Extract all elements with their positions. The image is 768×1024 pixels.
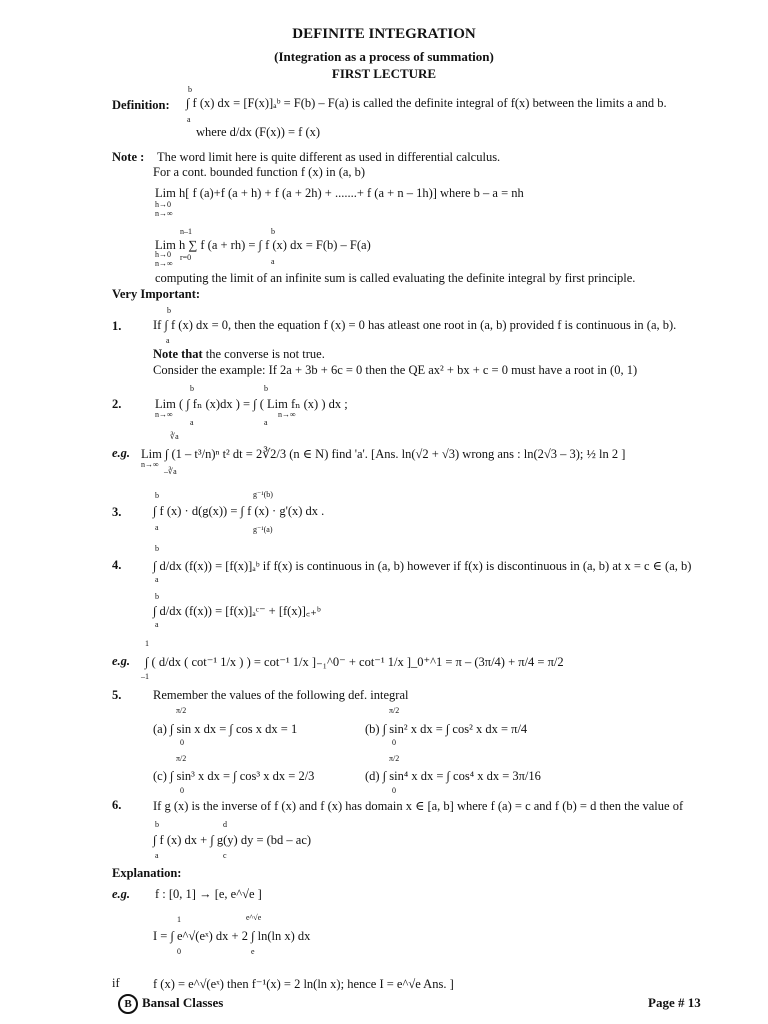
item2-number: 2. (112, 397, 122, 411)
lecture-label: FIRST LECTURE (331, 66, 437, 81)
explanation-up1: 1 (177, 915, 181, 924)
item1-consider: Consider the example: If 2a + 3b + 6c = 0 then the QE ax² + bx + c = 0 must have a root in (0, 1) (153, 363, 638, 377)
item1-number: 1. (112, 319, 122, 333)
definition-upper: b (188, 85, 192, 94)
very-important-heading: Very Important: (112, 287, 201, 301)
note-lim1: Lim h[ f (a)+f (a + h) + f (a + 2h) + .......+ f (a + n – 1h)] where b – a = nh (155, 186, 524, 200)
item5-b-up: π/2 (389, 706, 400, 715)
page-title: DEFINITE INTEGRATION (292, 26, 476, 42)
item5-c-lo: 0 (180, 786, 184, 795)
definition-lower: a (187, 115, 191, 124)
item4-line2: ∫ d/dx (f(x)) = [f(x)]ₐᶜ⁻ + [f(x)]꜀₊ᵇ (153, 604, 321, 618)
note-lim2-r: r=0 (180, 253, 192, 262)
note-lim1-sub1: h→0 (155, 200, 171, 209)
item6-formula: ∫ f (x) dx + ∫ g(y) dy = (bd – ac) (153, 833, 312, 847)
explanation-map: f : [0, 1] → [e, e^√e ] (155, 887, 262, 901)
explanation-lo2: e (251, 947, 255, 956)
item4-a2: a (155, 620, 159, 629)
eg1-text: Lim ∫ (1 – t³/n)ⁿ t² dt = 2∛2/3 (n ∈ N) find 'a'. [Ans. ln(√2 + √3) wrong ans : ln(2√3 – 3); ½ ln 2 ] (141, 447, 626, 461)
item6-d: d (223, 820, 227, 829)
eg1-label: e.g. (112, 446, 131, 460)
item3-gb: g⁻¹(b) (253, 490, 273, 499)
note-lim2-sub2: n→∞ (155, 259, 173, 268)
item5-a: (a) ∫ sin x dx = ∫ cos x dx = 1 (153, 722, 298, 736)
item5-c-up: π/2 (176, 754, 187, 763)
item1-text: If ∫ f (x) dx = 0, then the equation f (x) = 0 has atleast one root in (a, b) provided f is continuous in (a, b). (153, 318, 677, 332)
eg2-upper: 1 (145, 639, 149, 648)
note-lim1-sub2: n→∞ (155, 209, 173, 218)
item5-text: Remember the values of the following def. integral (153, 688, 409, 702)
item1-note (153, 347, 325, 362)
note-label: Note : (112, 150, 145, 164)
footer-brand-block (118, 994, 223, 1014)
item2-b2: b (264, 384, 268, 393)
eg2-lower: –1 (141, 672, 149, 681)
note-lim2-sub1: h→0 (155, 250, 171, 259)
note-lim2: Lim h ∑ f (a + rh) = ∫ f (x) dx = F(b) – F(a) (155, 238, 371, 252)
item5-number: 5. (112, 688, 122, 702)
item1-lower: a (166, 336, 170, 345)
page-subtitle: (Integration as a process of summation) (274, 49, 494, 64)
item2-text: Lim ( ∫ fₙ (x)dx ) = ∫ ( Lim fₙ (x) ) dx ; (155, 397, 348, 411)
item5-d: (d) ∫ sin⁴ x dx = ∫ cos⁴ x dx = 3π/16 (365, 769, 541, 783)
item3-a: a (155, 523, 159, 532)
item5-b: (b) ∫ sin² x dx = ∫ cos² x dx = π/4 (365, 722, 528, 736)
item4-b: b (155, 544, 159, 553)
item2-sub2: n→∞ (278, 410, 296, 419)
item6-c: c (223, 851, 227, 860)
bansal-logo-icon: B (118, 994, 138, 1014)
note-lim2-a: a (271, 257, 275, 266)
eg1-sub: n→∞ (141, 460, 159, 469)
item2-sub: n→∞ (155, 410, 173, 419)
item3-text: ∫ f (x) · d(g(x)) = ∫ f (x) · g'(x) dx . (153, 504, 325, 518)
explanation-label: Explanation: (112, 866, 182, 880)
definition-formula: ∫ f (x) dx = [F(x)]ₐᵇ = F(b) – F(a) is called the definite integral of f(x) between the limits a and b. (186, 96, 667, 110)
definition-label: Definition: (112, 98, 170, 112)
item6-text: If g (x) is the inverse of f (x) and f (x) has domain x ∈ [a, b] where f (a) = c and f (b) = d then the value of (153, 799, 684, 813)
item1-note-bold: Note that (153, 347, 203, 361)
eg1-lower: –∛a (164, 467, 177, 476)
note-line2: For a cont. bounded function f (x) in (a, b) (153, 165, 366, 179)
item6-a: a (155, 851, 159, 860)
item6-b: b (155, 820, 159, 829)
note-line1: The word limit here is quite different as used in differential calculus. (157, 150, 501, 164)
explanation-I: I = ∫ e^√(eˣ) dx + 2 ∫ ln(ln x) dx (153, 929, 311, 943)
item2-a2: a (264, 418, 268, 427)
item5-a-up: π/2 (176, 706, 187, 715)
item4-number: 4. (112, 558, 122, 572)
item6-number: 6. (112, 798, 122, 812)
page-number: Page # 13 (648, 995, 701, 1010)
note-lim2-b: b (271, 227, 275, 236)
eg2-text: ∫ ( d/dx ( cot⁻¹ 1/x ) ) = cot⁻¹ 1/x ]₋₁^0⁻ + cot⁻¹ 1/x ]_0⁺^1 = π – (3π/4) + π/4 = π/2 (145, 655, 564, 669)
eg1-upper: ∛a (170, 432, 179, 441)
item5-c: (c) ∫ sin³ x dx = ∫ cos³ x dx = 2/3 (153, 769, 315, 783)
explanation-eg: e.g. (112, 887, 131, 901)
item5-b-lo: 0 (392, 738, 396, 747)
eg2-label: e.g. (112, 654, 131, 668)
item1-note-rest: the converse is not true. (202, 347, 325, 361)
item3-number: 3. (112, 505, 122, 519)
note-lim2-n: n–1 (180, 227, 192, 236)
footer-brand: Bansal Classes (142, 994, 224, 1010)
item1-upper: b (167, 306, 171, 315)
item4-text: ∫ d/dx (f(x)) = [f(x)]ₐᵇ if f(x) is continuous in (a, b) however if f(x) is discontinuous in (a, b) at x = c ∈ (a, b) (153, 559, 692, 573)
item3-ga: g⁻¹(a) (253, 525, 273, 534)
item3-b: b (155, 491, 159, 500)
item5-d-up: π/2 (389, 754, 400, 763)
item2-b1: b (190, 384, 194, 393)
explanation-lo1: 0 (177, 947, 181, 956)
explanation-up2: e^√e (246, 913, 262, 922)
item5-d-lo: 0 (392, 786, 396, 795)
item5-a-lo: 0 (180, 738, 184, 747)
item4-a: a (155, 575, 159, 584)
note-computing: computing the limit of an infinite sum is called evaluating the definite integral by first principle. (155, 271, 636, 285)
explanation-if: if (112, 976, 120, 990)
item2-a1: a (190, 418, 194, 427)
definition-where: where d/dx (F(x)) = f (x) (196, 125, 321, 139)
item4-b2: b (155, 592, 159, 601)
explanation-last: f (x) = e^√(eˣ) then f⁻¹(x) = 2 ln(ln x); hence I = e^√e Ans. ] (153, 977, 454, 991)
